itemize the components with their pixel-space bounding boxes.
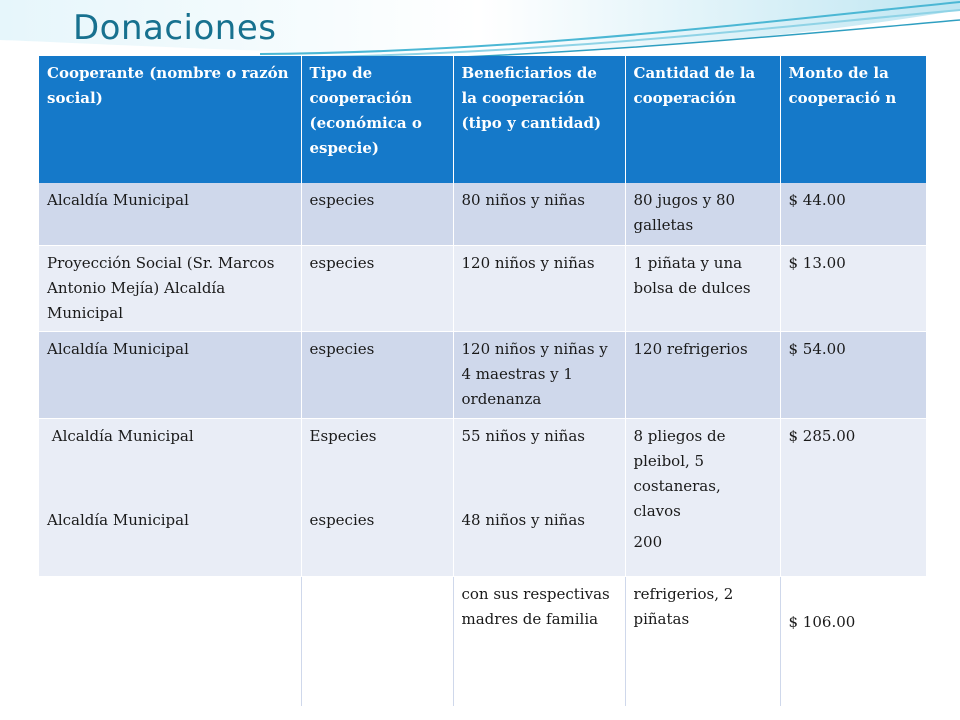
- table-cell: 200: [633, 533, 663, 551]
- table-cell: especies: [301, 246, 453, 332]
- column-header: Cooperante (nombre o razón social): [39, 56, 301, 183]
- table-row: [39, 246, 926, 332]
- table-cell: con sus respectivas madres de familia: [453, 577, 625, 707]
- table-row: [39, 332, 926, 419]
- table-cell: especies: [309, 511, 375, 529]
- table-cell: 8 pliegos de pleibol, 5 costaneras, clavos: [633, 427, 726, 520]
- table-cell: 120 niños y niñas: [453, 246, 625, 332]
- table-cell: $ 13.00: [780, 246, 926, 332]
- table-cell: [301, 577, 453, 707]
- slide-title: Donaciones: [73, 8, 277, 48]
- table-cell: 120 refrigerios: [625, 332, 780, 419]
- column-header: Monto de la cooperació n: [780, 56, 926, 183]
- table-cell: especies: [301, 332, 453, 419]
- table-cell: Proyección Social (Sr. Marcos Antonio Mejía) Alcaldía Municipal: [39, 246, 301, 332]
- column-header: Cantidad de la cooperación: [625, 56, 780, 183]
- table-cell: 120 niños y niñas y 4 maestras y 1 ordenanza: [453, 332, 625, 419]
- table-row: [39, 183, 926, 246]
- table-cell: Especies: [309, 427, 377, 445]
- table-cell: 48 niños y niñas: [461, 511, 585, 529]
- table-cell: 80 jugos y 80 galletas: [625, 183, 780, 246]
- table-cell: $ 106.00: [788, 613, 856, 631]
- table-cell: $ 44.00: [780, 183, 926, 246]
- table-row: [39, 419, 926, 577]
- table-cell: 1 piñata y una bolsa de dulces: [625, 246, 780, 332]
- table-cell: Alcaldía Municipal: [39, 183, 301, 246]
- column-header: Tipo de cooperación (económica o especie): [301, 56, 453, 183]
- table-cell: 80 niños y niñas: [453, 183, 625, 246]
- table-cell: Alcaldía Municipal: [39, 332, 301, 419]
- table-row: [39, 577, 926, 707]
- table-header-row: [39, 56, 926, 183]
- table-cell: refrigerios, 2 piñatas: [625, 577, 780, 707]
- table-cell: Alcaldía Municipal: [47, 511, 189, 529]
- table-cell: especies: [301, 183, 453, 246]
- column-header: Beneficiarios de la cooperación (tipo y cantidad): [453, 56, 625, 183]
- table-cell: $ 285.00: [788, 427, 856, 445]
- donations-table: [39, 56, 926, 707]
- table-cell: 55 niños y niñas: [461, 427, 585, 445]
- table-cell: [39, 577, 301, 707]
- table-cell: Alcaldía Municipal: [47, 427, 194, 445]
- table-cell: $ 54.00: [780, 332, 926, 419]
